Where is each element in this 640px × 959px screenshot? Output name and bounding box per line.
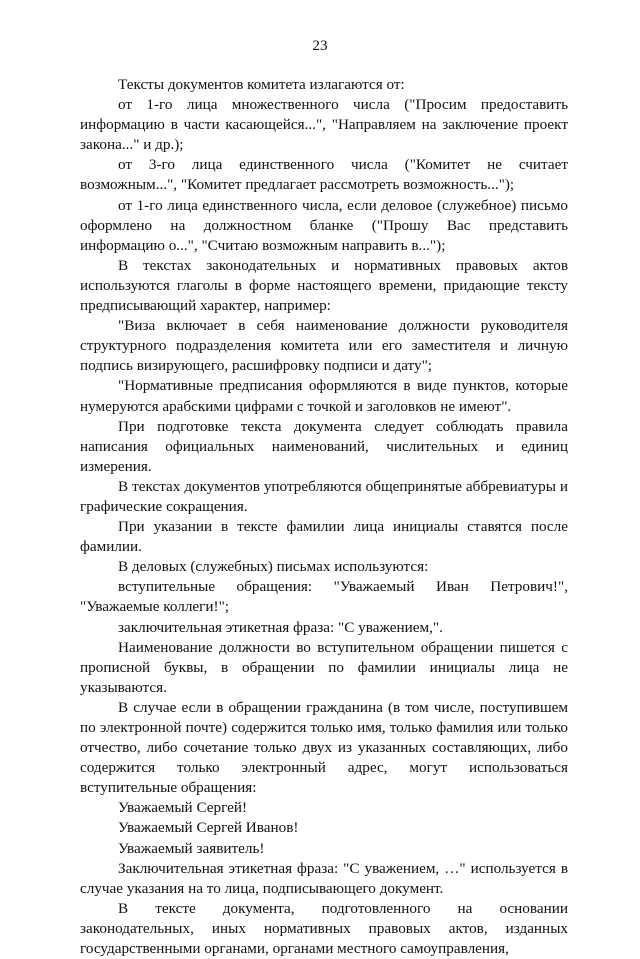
paragraph-closing-phrase: заключительная этикетная фраза: "С уважением,".	[118, 618, 443, 636]
paragraph-first-person-singular: от 1-го лица единственного числа, если деловое (служебное) письмо оформлено на должностном бланке ("Прошу Вас представить информацию о...", "Считаю возможным направить в...");	[80, 196, 568, 254]
greeting-example-1: Уважаемый Сергей!	[118, 799, 248, 817]
paragraph-position-capitalization: Наименование должности во вступительном обращении пишется с прописной буквы, в обращении по фамилии инициалы лица не указываются.	[80, 638, 568, 696]
paragraph-example-visa: "Виза включает в себя наименование должности руководителя структурного подразделения комитета или его заместителя и личную подпись визирующего, расшифровку подписи и дату";	[80, 317, 568, 375]
paragraph-abbreviations: В текстах документов употребляются общепринятые аббревиатуры и графические сокращения.	[80, 477, 568, 515]
paragraph-example-prescriptions: "Нормативные предписания оформляются в виде пунктов, которые нумеруются арабскими цифрами с точкой и заголовков не имеют".	[80, 377, 568, 415]
paragraph-opening-greetings: вступительные обращения: "Уважаемый Иван Петрович!", "Уважаемые коллеги!";	[80, 578, 568, 616]
paragraph-third-person-singular: от 3-го лица единственного числа ("Комитет не считает возможным...", "Комитет предлагает рассмотреть возможность...");	[80, 156, 568, 194]
page-number: 23	[312, 37, 328, 54]
paragraph-citizen-appeal: В случае если в обращении гражданина (в том числе, поступившем по электронной почте) содержится только имя, только фамилия или только отчество, либо сочетание только двух из указанных составляющих, либо содержится только электронный адрес, могут использоваться вступительные обращения:	[80, 698, 568, 797]
paragraph-business-letters: В деловых (служебных) письмах используются:	[118, 558, 429, 576]
paragraph-initials: При указании в тексте фамилии лица инициалы ставятся после фамилии.	[80, 518, 568, 556]
greeting-example-2: Уважаемый Сергей Иванов!	[118, 819, 299, 837]
paragraph-legal-acts-verbs: В текстах законодательных и нормативных правовых актов используются глаголы в форме настоящего времени, придающие тексту предписывающий характер, например:	[80, 256, 568, 315]
paragraph-intro: Тексты документов комитета излагаются от:	[118, 76, 405, 93]
document-body	[80, 75, 568, 959]
paragraph-first-person-plural: от 1-го лица множественного числа ("Просим предоставить информацию в части касающейся...", "Направляем на заключение проект закона..." и др.);	[80, 96, 568, 154]
paragraph-closing-phrase-usage: Заключительная этикетная фраза: "С уважением, …" используется в случае указания на то лица, подписывающего документ.	[80, 859, 568, 897]
paragraph-legal-basis: В тексте документа, подготовленного на основании законодательных, иных нормативных правовых актов, изданных государственными органами, органами местного самоуправления,	[80, 899, 568, 958]
paragraph-naming-rules: При подготовке текста документа следует соблюдать правила написания официальных наименований, числительных и единиц измерения.	[80, 417, 568, 475]
greeting-example-3: Уважаемый заявитель!	[118, 839, 265, 857]
